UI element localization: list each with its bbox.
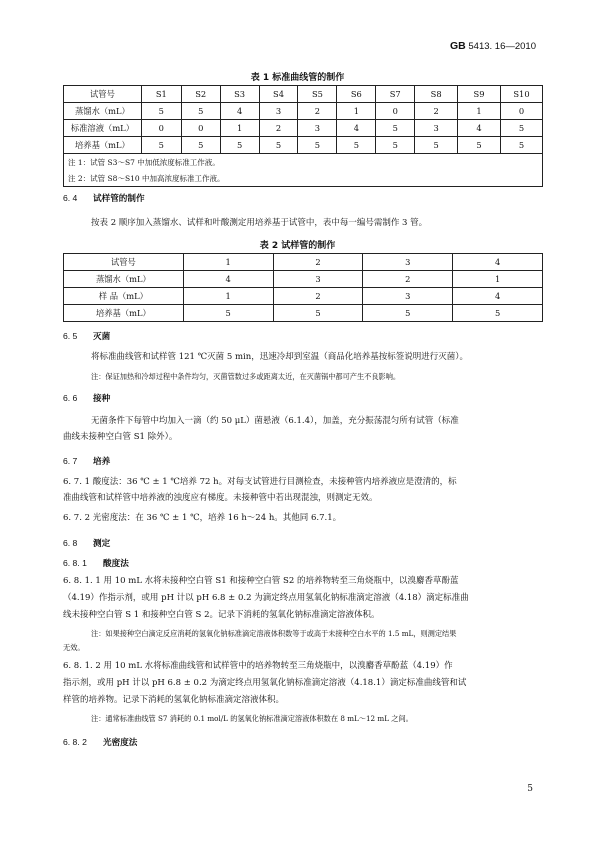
section-6-7-1-line2: 准曲线管和试样管中培养液的浊度应有梯度。未接种管中若出现混浊，则测定无效。 xyxy=(63,493,378,503)
table1-caption: 表 1 标准曲线管的制作 xyxy=(250,73,345,83)
table-cell: S6 xyxy=(337,86,376,103)
table-cell: S5 xyxy=(298,86,337,103)
table-cell: 5 xyxy=(273,305,363,322)
table-cell: 试管号 xyxy=(64,254,184,271)
table-cell: S9 xyxy=(458,86,501,103)
table-cell: 3 xyxy=(259,103,298,120)
table-cell: 3 xyxy=(415,120,458,137)
table-cell: 1 xyxy=(183,288,273,305)
table-cell: 3 xyxy=(298,120,337,137)
table2-caption: 表 2 试样管的制作 xyxy=(259,241,336,251)
table-cell: 0 xyxy=(500,103,542,120)
table-note-row xyxy=(64,154,543,171)
table-cell: 2 xyxy=(298,103,337,120)
table-row xyxy=(64,120,543,137)
table-cell: 2 xyxy=(259,120,298,137)
standard-code-header xyxy=(450,40,536,52)
table-cell: 4 xyxy=(220,103,259,120)
table-cell: 5 xyxy=(363,305,453,322)
section-6-8-1-1-line3: 线未接种空白管 S 1 和接种空白管 S 2。记录下消耗的氢氧化钠标准滴定溶液体积。 xyxy=(63,610,380,620)
section-6-8-1-1-note-line2: 无效。 xyxy=(63,643,85,652)
table-cell: 1 xyxy=(337,103,376,120)
section-6-8-1-2-note: 注：通常标准曲线管 S7 消耗的 0.1 mol/L 的氢氧化钠标准滴定溶液体积数在 8 mL～12 mL 之间。 xyxy=(91,714,413,723)
standard-prefix: GB xyxy=(449,40,466,52)
table-cell: S2 xyxy=(181,86,220,103)
table-cell: 培养基（mL） xyxy=(64,137,142,154)
table-cell: 5 xyxy=(376,137,415,154)
table-row xyxy=(64,288,543,305)
table-cell: 5 xyxy=(259,137,298,154)
section-6-8-1-2-line2: 指示剂，或用 pH 计以 pH 6.8 ± 0.2 为滴定终点用氢氧化钠标准滴定溶液（4.18.1）滴定标准曲线管和试 xyxy=(63,678,467,688)
table-cell: 5 xyxy=(220,137,259,154)
table-cell: S1 xyxy=(141,86,181,103)
table2 xyxy=(63,253,543,322)
table-cell: 4 xyxy=(337,120,376,137)
table-cell: 5 xyxy=(181,137,220,154)
table-cell: 试管号 xyxy=(64,86,142,103)
table-cell: 5 xyxy=(141,103,181,120)
table-cell: 4 xyxy=(458,120,501,137)
section-6-6-heading: 6. 6 接种 xyxy=(63,393,111,404)
section-6-8-1-2-line3: 样管的培养物。记录下消耗的氢氧化钠标准滴定溶液体积。 xyxy=(63,695,285,705)
table-cell: 5 xyxy=(500,137,542,154)
table-cell: 3 xyxy=(363,288,453,305)
section-6-6-line2: 曲线未接种空白管 S1 除外）。 xyxy=(63,432,178,442)
table-cell: 0 xyxy=(376,103,415,120)
section-6-7-2: 6. 7. 2 光密度法：在 36 ℃ ± 1 ℃，培养 16 h～24 h。其他同 6.7.1。 xyxy=(63,513,342,523)
section-6-8-2-heading: 6. 8. 2 光密度法 xyxy=(63,737,138,748)
section-6-4-text: 按表 2 顺序加入蒸馏水、试样和叶酸测定用培养基于试管中，表中每一编号需制作 3 管。 xyxy=(91,218,428,228)
table-cell: 1 xyxy=(220,120,259,137)
standard-number: 5413. 16—2010 xyxy=(468,41,536,52)
section-6-8-1-1-line1: 6. 8. 1. 1 用 10 mL 水将未接种空白管 S1 和接种空白管 S2 的培养物转至三角烧瓶中，以溴麝香草酚蓝 xyxy=(63,576,459,586)
table-cell: 5 xyxy=(458,137,501,154)
table-cell: 3 xyxy=(363,254,453,271)
section-6-8-1-1-note-line1: 注：如果接种空白滴定反应消耗的氢氧化钠标准滴定溶液体积数等于或高于未接种空白水平的 1.5 mL，则测定结果 xyxy=(91,629,457,638)
table-cell: 2 xyxy=(415,103,458,120)
table-cell: 4 xyxy=(453,288,543,305)
table-row xyxy=(64,305,543,322)
table-cell: 5 xyxy=(181,103,220,120)
table-header-row xyxy=(64,86,543,103)
table-note-row xyxy=(64,170,543,187)
table-row xyxy=(64,271,543,288)
table-cell: 蒸馏水（mL） xyxy=(64,103,142,120)
table-cell: 5 xyxy=(453,305,543,322)
table-row xyxy=(64,137,543,154)
table-cell: 4 xyxy=(183,271,273,288)
table-cell: S8 xyxy=(415,86,458,103)
table-cell: S3 xyxy=(220,86,259,103)
table-cell: S10 xyxy=(500,86,542,103)
table-note: 注 1：试管 S3～S7 中加低浓度标准工作液。 xyxy=(64,154,543,171)
table-cell: 1 xyxy=(458,103,501,120)
section-6-8-1-heading: 6. 8. 1 酸度法 xyxy=(63,558,129,569)
section-6-5-text: 将标准曲线管和试样管 121 ℃灭菌 5 min，迅速冷却到室温（商品化培养基按标签说明进行灭菌）。 xyxy=(91,352,468,362)
table-cell: 5 xyxy=(298,137,337,154)
section-6-4-heading: 6. 4 试样管的制作 xyxy=(63,193,145,204)
section-6-7-1-line1: 6. 7. 1 酸度法：36 ℃ ± 1 ℃培养 72 h。对每支试管进行目测检查，未接种管内培养液应是澄清的，标 xyxy=(63,477,457,487)
table-cell: 2 xyxy=(363,271,453,288)
table-cell: 培养基（mL） xyxy=(64,305,184,322)
table-cell: 2 xyxy=(273,288,363,305)
table1 xyxy=(63,85,543,187)
table-cell: 5 xyxy=(376,120,415,137)
table-cell: 3 xyxy=(273,271,363,288)
table-cell: 5 xyxy=(141,137,181,154)
page-number: 5 xyxy=(527,784,533,794)
table-header-row xyxy=(64,254,543,271)
table-cell: 1 xyxy=(183,254,273,271)
section-6-6-line1: 无菌条件下每管中均加入一滴（约 50 μL）菌悬液（6.1.4），加盖，充分振荡混匀所有试管（标准 xyxy=(91,416,459,426)
section-6-8-1-1-line2: （4.19）作指示剂，或用 pH 计以 pH 6.8 ± 0.2 为滴定终点用氢氧化钠标准滴定溶液（4.18）滴定标准曲 xyxy=(63,593,469,603)
table-cell: 样 品（mL） xyxy=(64,288,184,305)
table-cell: 5 xyxy=(337,137,376,154)
table-cell: 标准溶液（mL） xyxy=(64,120,142,137)
table-cell: 2 xyxy=(273,254,363,271)
section-6-8-heading: 6. 8 测定 xyxy=(63,538,111,549)
table-cell: S4 xyxy=(259,86,298,103)
section-6-7-heading: 6. 7 培养 xyxy=(63,456,111,467)
section-6-8-1-2-line1: 6. 8. 1. 2 用 10 mL 水将标准曲线管和试样管中的培养物转至三角烧瓶中，以溴麝香草酚蓝（4.19）作 xyxy=(63,661,453,671)
section-6-5-note: 注：保证加热和冷却过程中条件均匀，灭菌管数过多或距离太近，在灭菌锅中都可产生不良影响。 xyxy=(91,372,401,381)
table-cell: 4 xyxy=(453,254,543,271)
table-cell: S7 xyxy=(376,86,415,103)
section-6-5-heading: 6. 5 灭菌 xyxy=(63,331,111,342)
table-cell: 1 xyxy=(453,271,543,288)
table-cell: 0 xyxy=(181,120,220,137)
table-cell: 0 xyxy=(141,120,181,137)
table-cell: 5 xyxy=(415,137,458,154)
table-note: 注 2：试管 S8～S10 中加高浓度标准工作液。 xyxy=(64,170,543,187)
table-cell: 5 xyxy=(500,120,542,137)
table-row xyxy=(64,103,543,120)
table-cell: 5 xyxy=(183,305,273,322)
table-cell: 蒸馏水（mL） xyxy=(64,271,184,288)
